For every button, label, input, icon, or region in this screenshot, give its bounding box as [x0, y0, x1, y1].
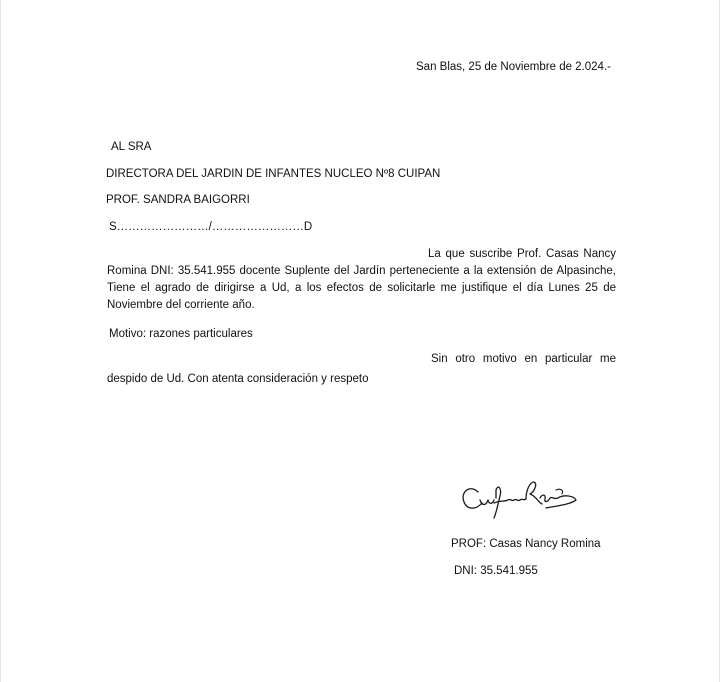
signature-dni: DNI: 35.541.955 — [454, 565, 538, 577]
paragraph-1-line-2: Romina DNI: 35.541.955 docente Suplente del Jardín perteneciente a la extensión de Alpasinche, — [107, 265, 616, 277]
recipient-line-4: S……………………/……………………D — [109, 221, 313, 233]
paragraph-1-line-4: Noviembre del corriente año. — [107, 299, 255, 311]
recipient-line-2: DIRECTORA DEL JARDIN DE INFANTES NUCLEO Nº8 CUIPAN — [106, 168, 441, 180]
recipient-line-1: AL SRA — [111, 141, 152, 153]
paragraph-2-first-line: Sin otro motivo en particular me — [431, 353, 616, 365]
handwritten-signature — [456, 470, 586, 525]
signature-name: PROF: Casas Nancy Romina — [451, 538, 601, 550]
recipient-line-3: PROF. SANDRA BAIGORRI — [106, 194, 250, 206]
date-line: San Blas, 25 de Noviembre de 2.024.- — [416, 61, 611, 73]
paragraph-1-line-3: Tiene el agrado de dirigirse a Ud, a los efectos de solicitarle me justifique el día Lunes 25 de — [107, 282, 616, 294]
paragraph-1-body — [107, 263, 616, 314]
paragraph-2-second-line: despido de Ud. Con atenta consideración y respeto — [107, 373, 369, 385]
motivo-line: Motivo: razones particulares — [109, 328, 253, 340]
paragraph-1-first-line: La que suscribe Prof. Casas Nancy — [428, 248, 616, 260]
